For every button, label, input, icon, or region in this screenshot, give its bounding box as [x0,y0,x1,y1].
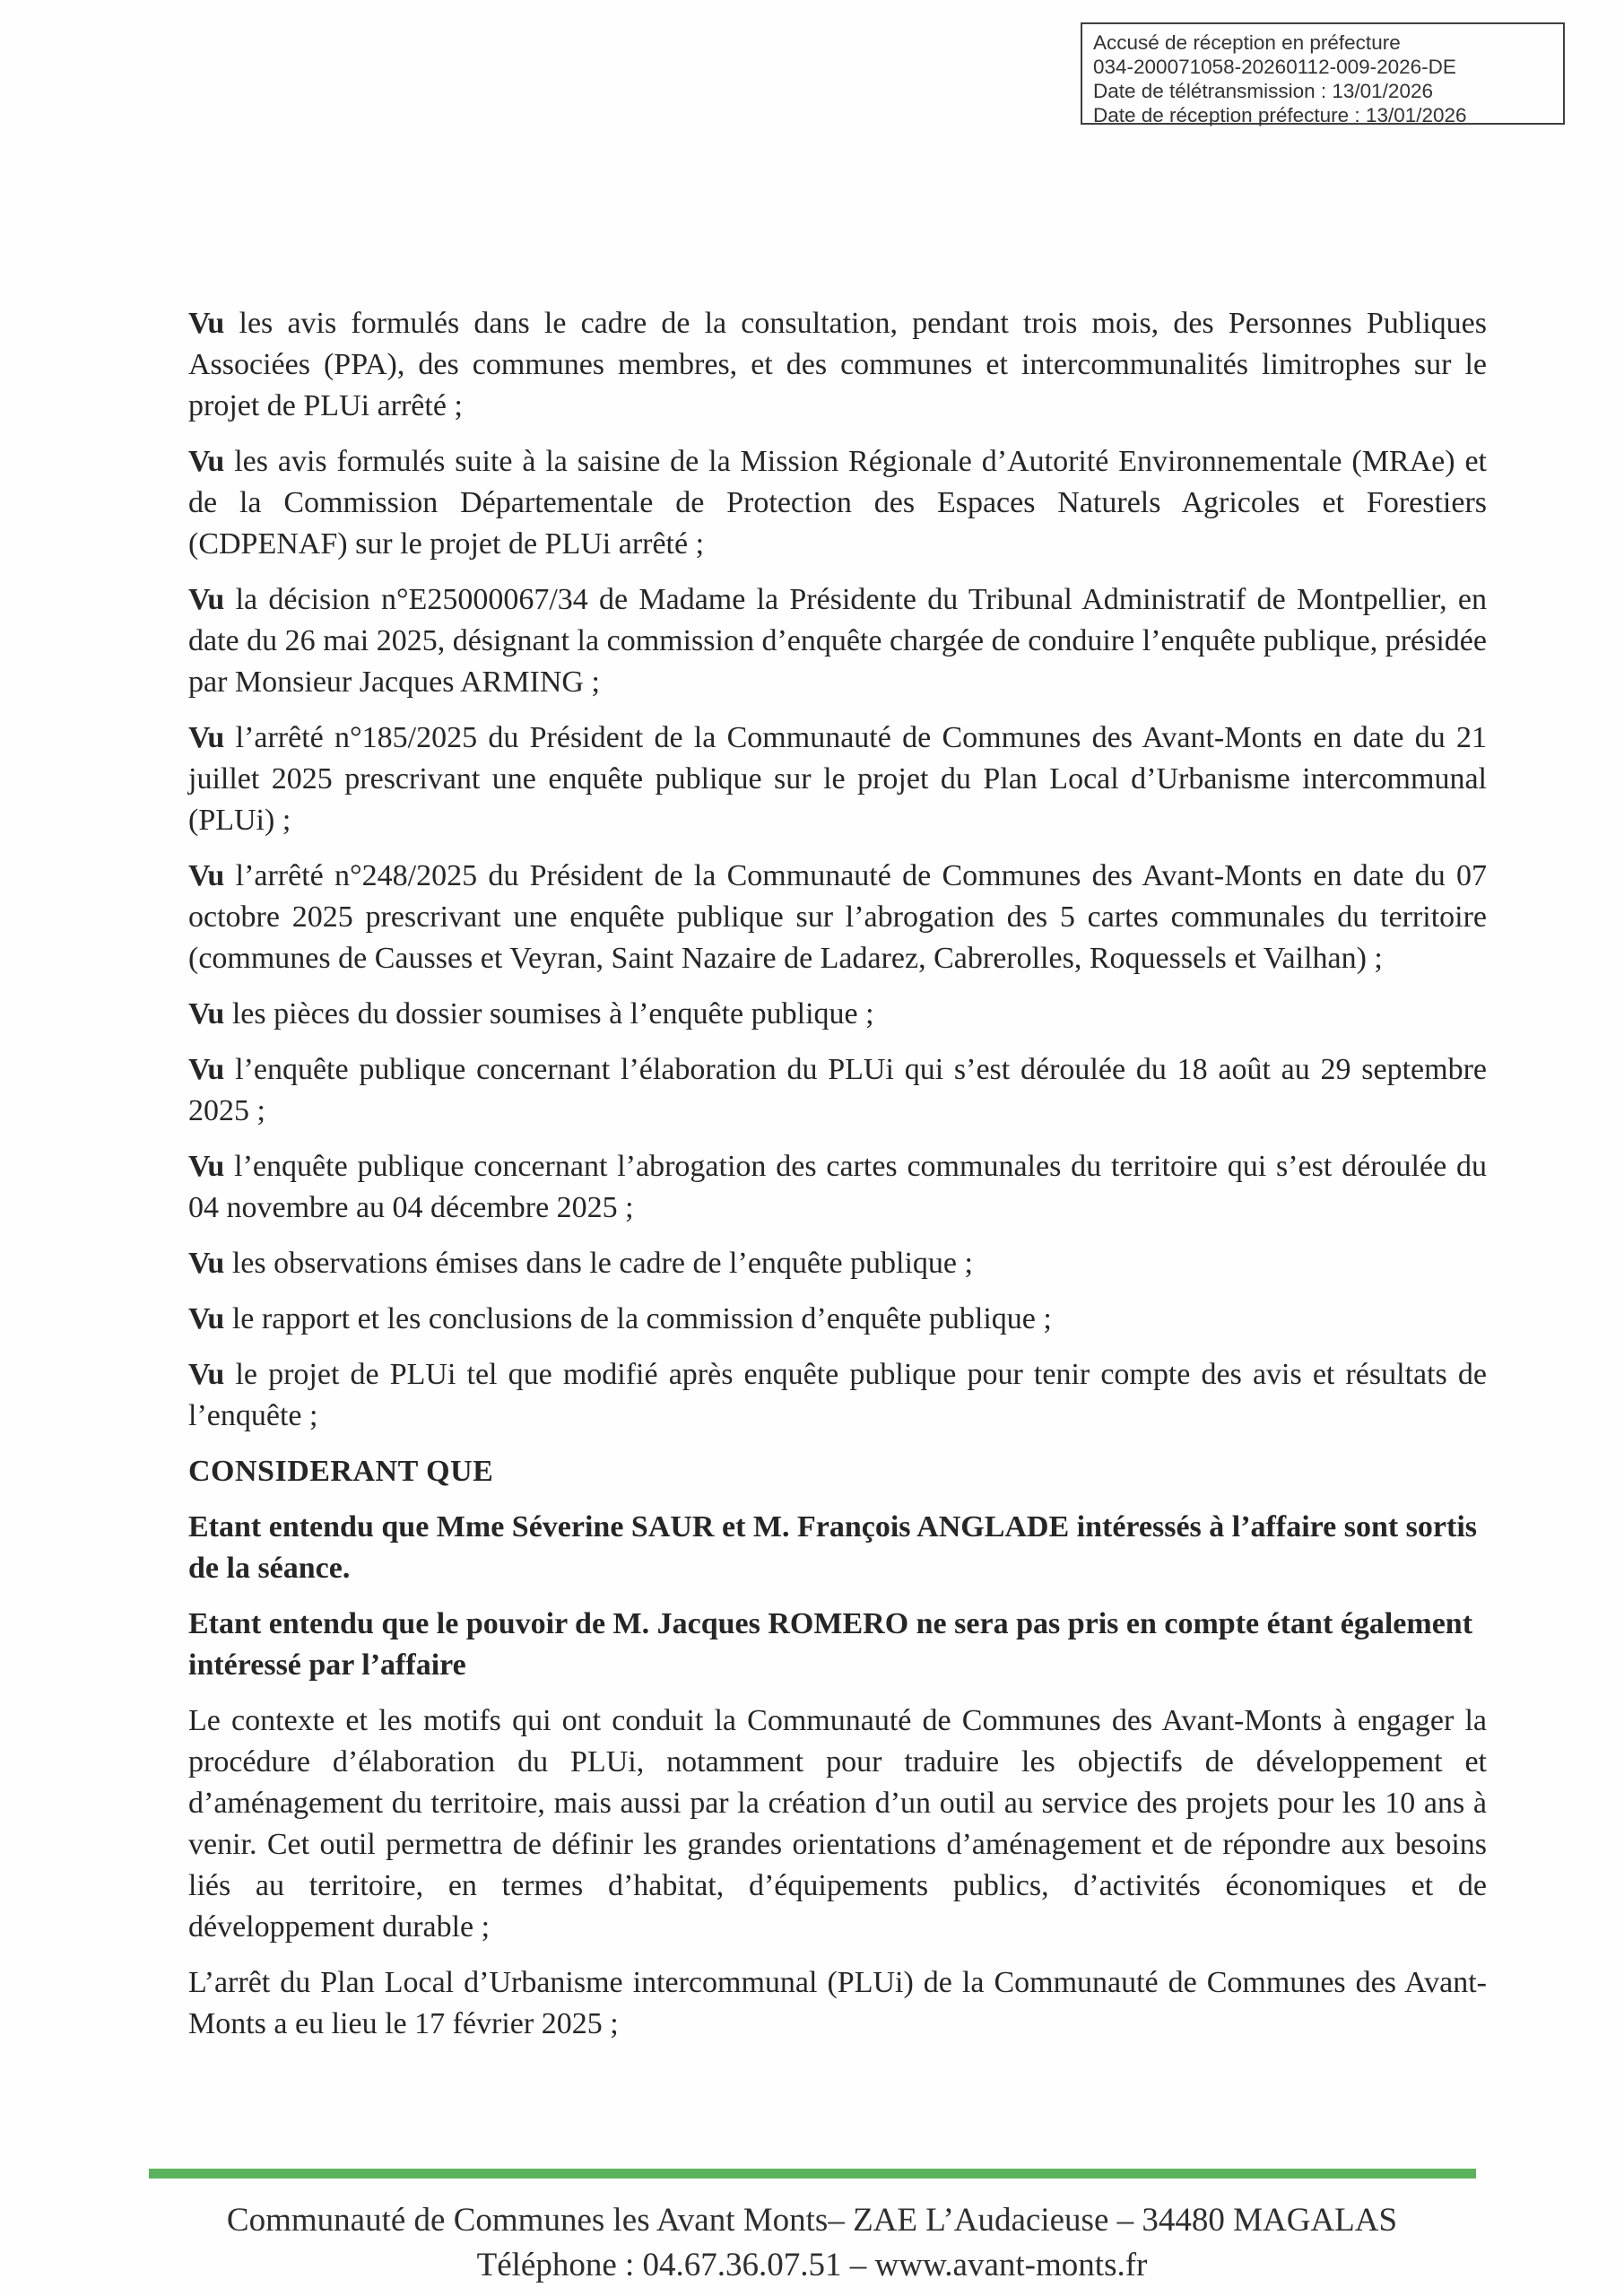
paragraph-text: l’arrêté n°248/2025 du Président de la Communauté de Communes des Avant-Monts en date du 07 octobre 2025 prescrivant une enquête publique sur l’abrogation des 5 cartes communales du territoire (communes de Causses et Veyran, Saint Nazaire de Ladarez, Cabrerolles, Roquessels et Vailhan) ; [188,859,1487,975]
paragraph-text: la décision n°E25000067/34 de Madame la Présidente du Tribunal Administratif de Montpellier, en date du 26 mai 2025, désignant la commission d’enquête chargée de conduire l’enquête publique, présidée par Monsieur Jacques ARMING ; [188,583,1487,699]
paragraph-vu-decision-tribunal [188,579,1487,703]
paragraph-lead: Vu [188,1150,225,1183]
heading-considerant-que: CONSIDERANT QUE [188,1455,494,1488]
document-body [188,303,1487,2059]
paragraph-lead: Vu [188,997,225,1031]
paragraph-text: les avis formulés suite à la saisine de la Mission Régionale d’Autorité Environnementale (MRAe) et de la Commission Départementale de Protection des Espaces Naturels Agricoles et Forestiers (CDPENAF) sur le projet de PLUi arrêté ; [188,445,1487,561]
page-footer [0,2169,1624,2288]
paragraph-text: le rapport et les conclusions de la commission d’enquête publique ; [224,1302,1052,1335]
stamp-line-reception: Date de réception préfecture : 13/01/2026 [1093,104,1467,126]
paragraph-vu-rapport-conclusions [188,1299,1487,1340]
paragraph-lead: Vu [188,1302,225,1335]
paragraph-lead: Vu [188,1247,225,1280]
paragraph-text: les pièces du dossier soumises à l’enquête publique ; [224,997,874,1031]
stamp-line-reference: 034-200071058-20260112-009-2026-DE [1093,56,1456,78]
paragraph-arret-plui: L’arrêt du Plan Local d’Urbanisme intercommunal (PLUi) de la Communauté de Communes des Avant-Monts a eu lieu le 17 février 2025 ; [188,1966,1487,2040]
paragraph-lead: Vu [188,583,225,616]
paragraph-text: l’enquête publique concernant l’élaboration du PLUi qui s’est déroulée du 18 août au 29 septembre 2025 ; [188,1053,1487,1127]
paragraph-text: les avis formulés dans le cadre de la consultation, pendant trois mois, des Personnes Publiques Associées (PPA), des communes membres, et des communes et intercommunalités limitrophes sur le projet de PLUi arrêté ; [188,307,1487,422]
paragraph-etant-entendu-romero: Etant entendu que le pouvoir de M. Jacques ROMERO ne sera pas pris en compte étant également intéressé par l’affaire [188,1607,1473,1682]
footer-address: Communauté de Communes les Avant Monts– ZAE L’Audacieuse – 34480 MAGALAS [226,2202,1398,2239]
paragraph-text: l’enquête publique concernant l’abrogation des cartes communales du territoire qui s’est déroulée du 04 novembre au 04 décembre 2025 ; [188,1150,1487,1224]
paragraph-text: l’arrêté n°185/2025 du Président de la Communauté de Communes des Avant-Monts en date du 21 juillet 2025 prescrivant une enquête publique sur le projet du Plan Local d’Urbanisme intercommunal (PLUi) ; [188,721,1487,837]
paragraph-vu-consultation [188,303,1487,427]
footer-text-block [0,2198,1624,2288]
paragraph-vu-pieces-dossier [188,994,1487,1035]
paragraph-vu-arrete-248 [188,856,1487,979]
stamp-line-title: Accusé de réception en préfecture [1093,31,1401,54]
paragraph-vu-enquete-abrogation [188,1146,1487,1229]
paragraph-lead: Vu [188,445,225,478]
paragraph-lead: Vu [188,859,225,892]
paragraph-vu-mrae [188,441,1487,565]
paragraph-contexte-motifs: Le contexte et les motifs qui ont conduit la Communauté de Communes des Avant-Monts à engager la procédure d’élaboration du PLUi, notamment pour traduire les objectifs de développement et d’aménagement du territoire, mais aussi par la création d’un outil au service des projets pour les 10 ans à venir. Cet outil permettra de définir les grandes orientations d’aménagement et de répondre aux besoins liés au territoire, en termes d’habitat, d’équipements publics, d’activités économiques et de développement durable ; [188,1704,1487,1944]
paragraph-vu-projet-modifie [188,1354,1487,1437]
paragraph-text: le projet de PLUi tel que modifié après enquête publique pour tenir compte des avis et résultats de l’enquête ; [188,1358,1487,1432]
prefecture-receipt-stamp [1081,22,1565,125]
stamp-line-transmission: Date de télétransmission : 13/01/2026 [1093,80,1433,102]
paragraph-lead: Vu [188,1053,225,1086]
paragraph-etant-entendu-saur-anglade: Etant entendu que Mme Séverine SAUR et M. François ANGLADE intéressés à l’affaire sont sortis de la séance. [188,1510,1477,1585]
paragraph-vu-enquete-elaboration [188,1049,1487,1132]
footer-phone-website: Téléphone : 04.67.36.07.51 – www.avant-monts.fr [476,2247,1148,2283]
paragraph-lead: Vu [188,1358,225,1391]
paragraph-vu-observations [188,1243,1487,1284]
paragraph-vu-arrete-185 [188,718,1487,841]
paragraph-lead: Vu [188,307,225,340]
footer-divider [149,2169,1476,2179]
paragraph-text: les observations émises dans le cadre de l’enquête publique ; [224,1247,973,1280]
paragraph-lead: Vu [188,721,225,754]
